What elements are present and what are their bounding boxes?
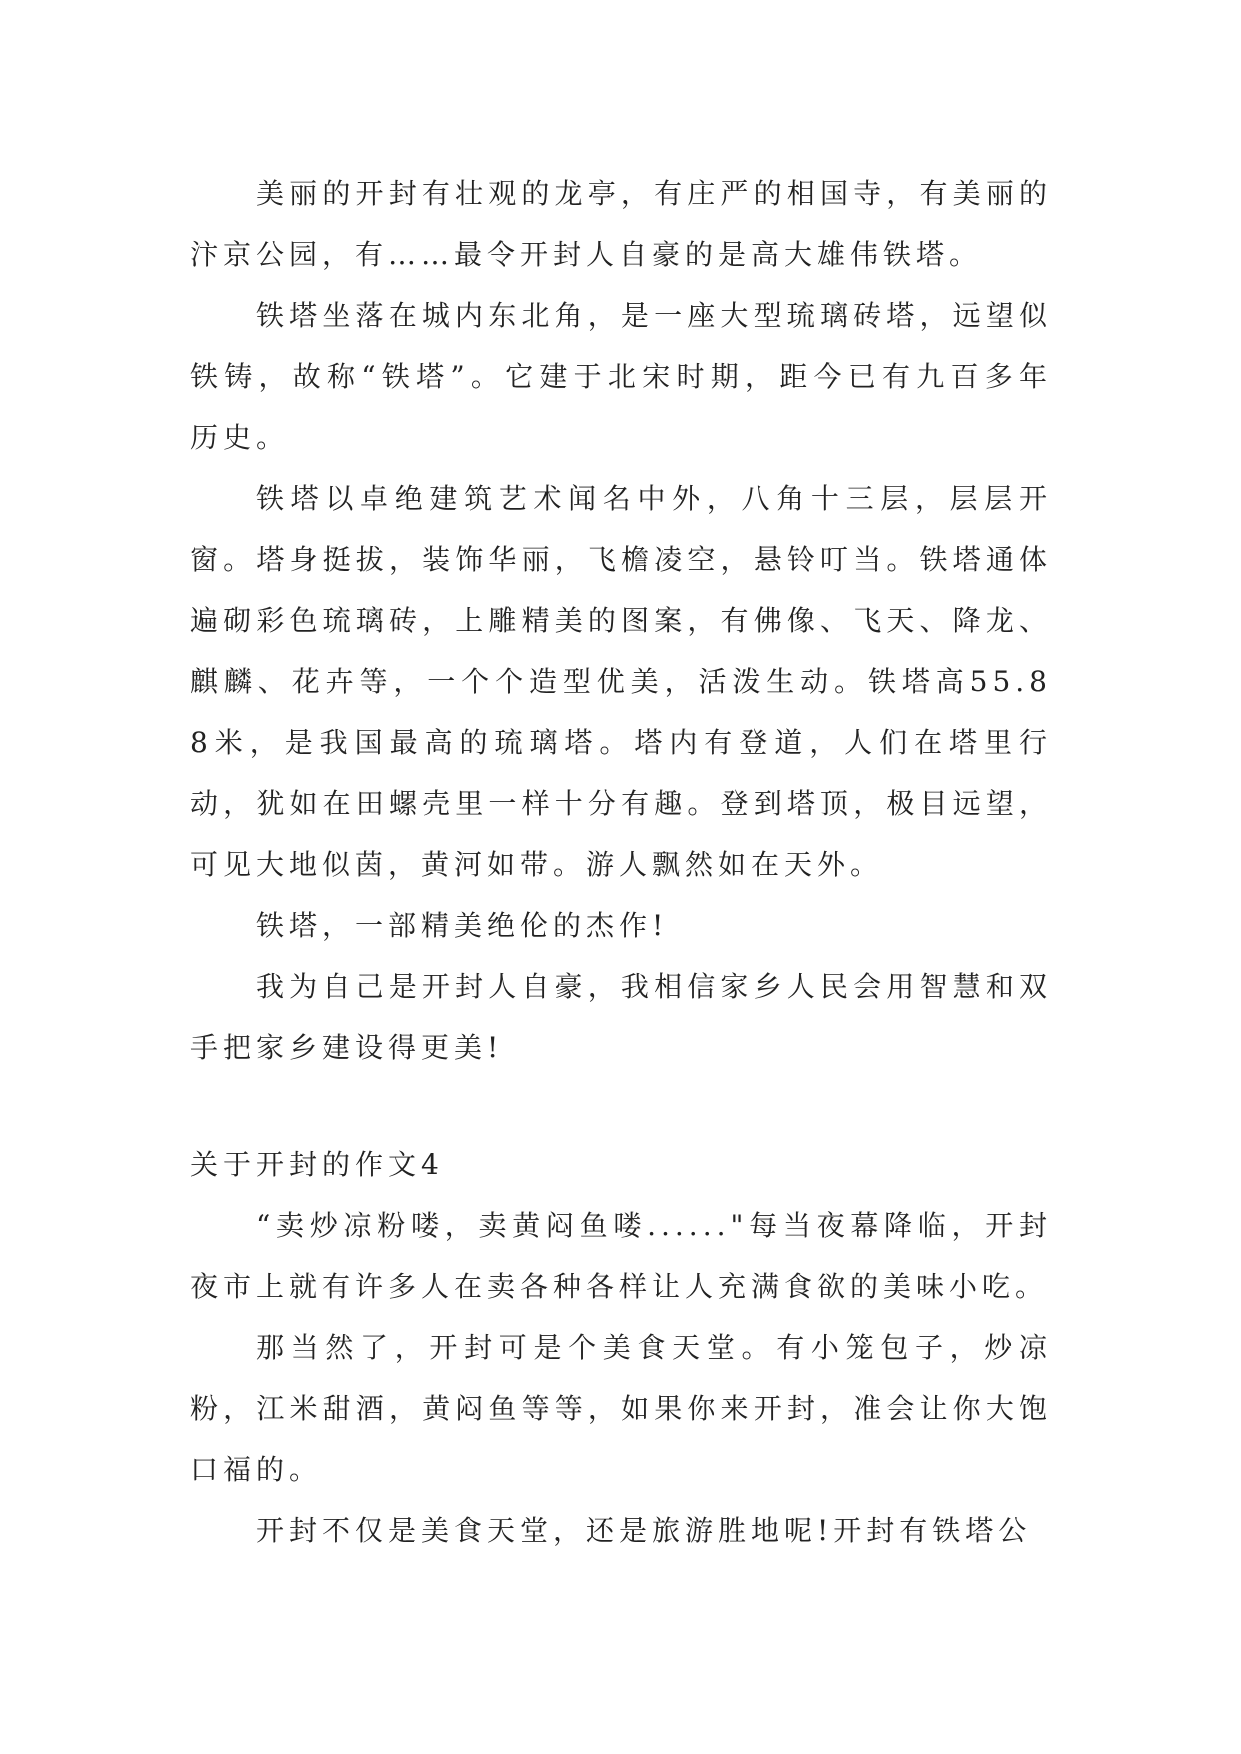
document-page bbox=[190, 163, 1052, 1561]
paragraph-food-paradise: 那当然了，开封可是个美食天堂。有小笼包子，炒凉粉，江米甜酒，黄闷鱼等等，如果你来开封，准会让你大饱口福的。 bbox=[190, 1331, 1052, 1486]
paragraph-night-market: “卖炒凉粉喽，卖黄闷鱼喽......"每当夜幕降临，开封夜市上就有许多人在卖各种各样让人充满食欲的美味小吃。 bbox=[190, 1209, 1052, 1303]
paragraph-iron-tower-location: 铁塔坐落在城内东北角，是一座大型琉璃砖塔，远望似铁铸，故称“铁塔”。它建于北宋时期，距今已有九百多年历史。 bbox=[190, 299, 1052, 454]
paragraph-tourism: 开封不仅是美食天堂，还是旅游胜地呢!开封有铁塔公 bbox=[256, 1514, 1032, 1547]
paragraph-masterpiece: 铁塔，一部精美绝伦的杰作! bbox=[256, 909, 669, 942]
section-title: 关于开封的作文4 bbox=[190, 1148, 444, 1181]
paragraph-intro: 美丽的开封有壮观的龙亭，有庄严的相国寺，有美丽的汴京公园，有……最令开封人自豪的是高大雄伟铁塔。 bbox=[190, 177, 1052, 271]
paragraph-iron-tower-description: 铁塔以卓绝建筑艺术闻名中外，八角十三层，层层开窗。塔身挺拔，装饰华丽，飞檐凌空，悬铃叮当。铁塔通体遍砌彩色琉璃砖，上雕精美的图案，有佛像、飞天、降龙、麒麟、花卉等，一个个造型优美，活泼生动。铁塔高55.88米，是我国最高的琉璃塔。塔内有登道，人们在塔里行动，犹如在田螺壳里一样十分有趣。登到塔顶，极目远望，可见大地似茵，黄河如带。游人飘然如在天外。 bbox=[190, 482, 1052, 881]
paragraph-pride: 我为自己是开封人自豪，我相信家乡人民会用智慧和双手把家乡建设得更美! bbox=[190, 970, 1052, 1064]
section-spacer bbox=[190, 1078, 1052, 1134]
